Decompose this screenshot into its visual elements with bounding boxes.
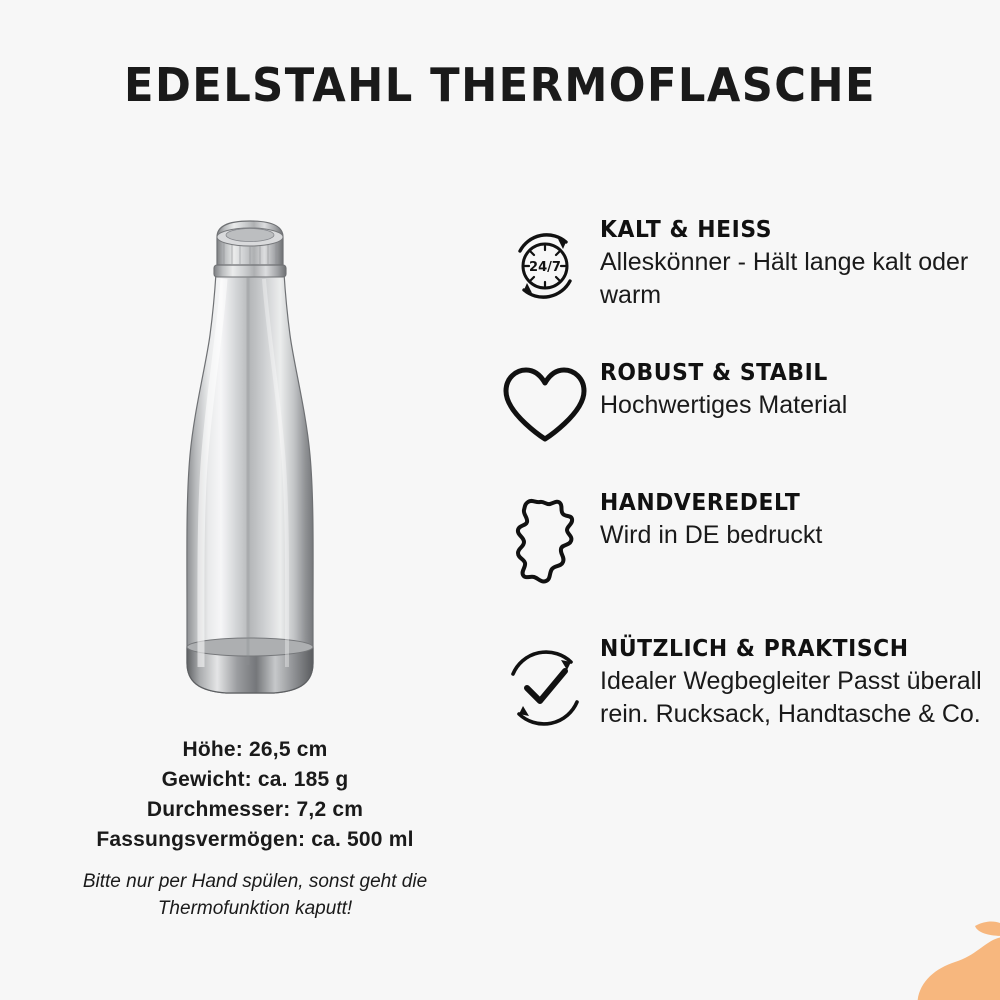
feature-list [490, 215, 990, 772]
spec-capacity: Fassungsvermögen: ca. 500 ml [96, 828, 414, 851]
heart-icon [490, 358, 600, 448]
check-cycle-icon [490, 634, 600, 736]
icon-label: 24/7 [529, 260, 561, 275]
feature-item [490, 634, 990, 736]
feature-heading: NÜTZLICH & PRAKTISCH [600, 636, 909, 662]
spec-height: Höhe: 26,5 cm [182, 738, 328, 761]
page-title: EDELSTAHL THERMOFLASCHE [124, 58, 876, 112]
bottle-illustration [160, 215, 340, 715]
feature-body: Wird in DE bedruckt [600, 521, 823, 549]
feature-item [490, 215, 990, 312]
feature-heading: KALT & HEISS [600, 217, 773, 243]
care-note: Bitte nur per Hand spülen, sonst geht die Thermofunktion kaputt! [82, 871, 428, 919]
feature-body: Hochwertiges Material [600, 391, 848, 419]
feature-body: Idealer Wegbegleiter Passt überall rein. Rucksack, Handtasche & Co. [600, 667, 982, 728]
spec-diameter: Durchmesser: 7,2 cm [146, 798, 364, 821]
spec-list [30, 735, 480, 855]
decorative-blob [770, 830, 1000, 1000]
germany-map-icon [490, 488, 600, 590]
24-7-cycle-icon [490, 215, 600, 311]
feature-body: Alleskönner - Hält lange kalt oder warm [600, 248, 969, 309]
spec-weight: Gewicht: ca. 185 g [161, 768, 349, 791]
feature-heading: HANDVEREDELT [600, 490, 801, 516]
feature-item [490, 488, 990, 590]
feature-item [490, 358, 990, 448]
feature-heading: ROBUST & STABIL [600, 360, 828, 386]
product-image [160, 215, 340, 715]
